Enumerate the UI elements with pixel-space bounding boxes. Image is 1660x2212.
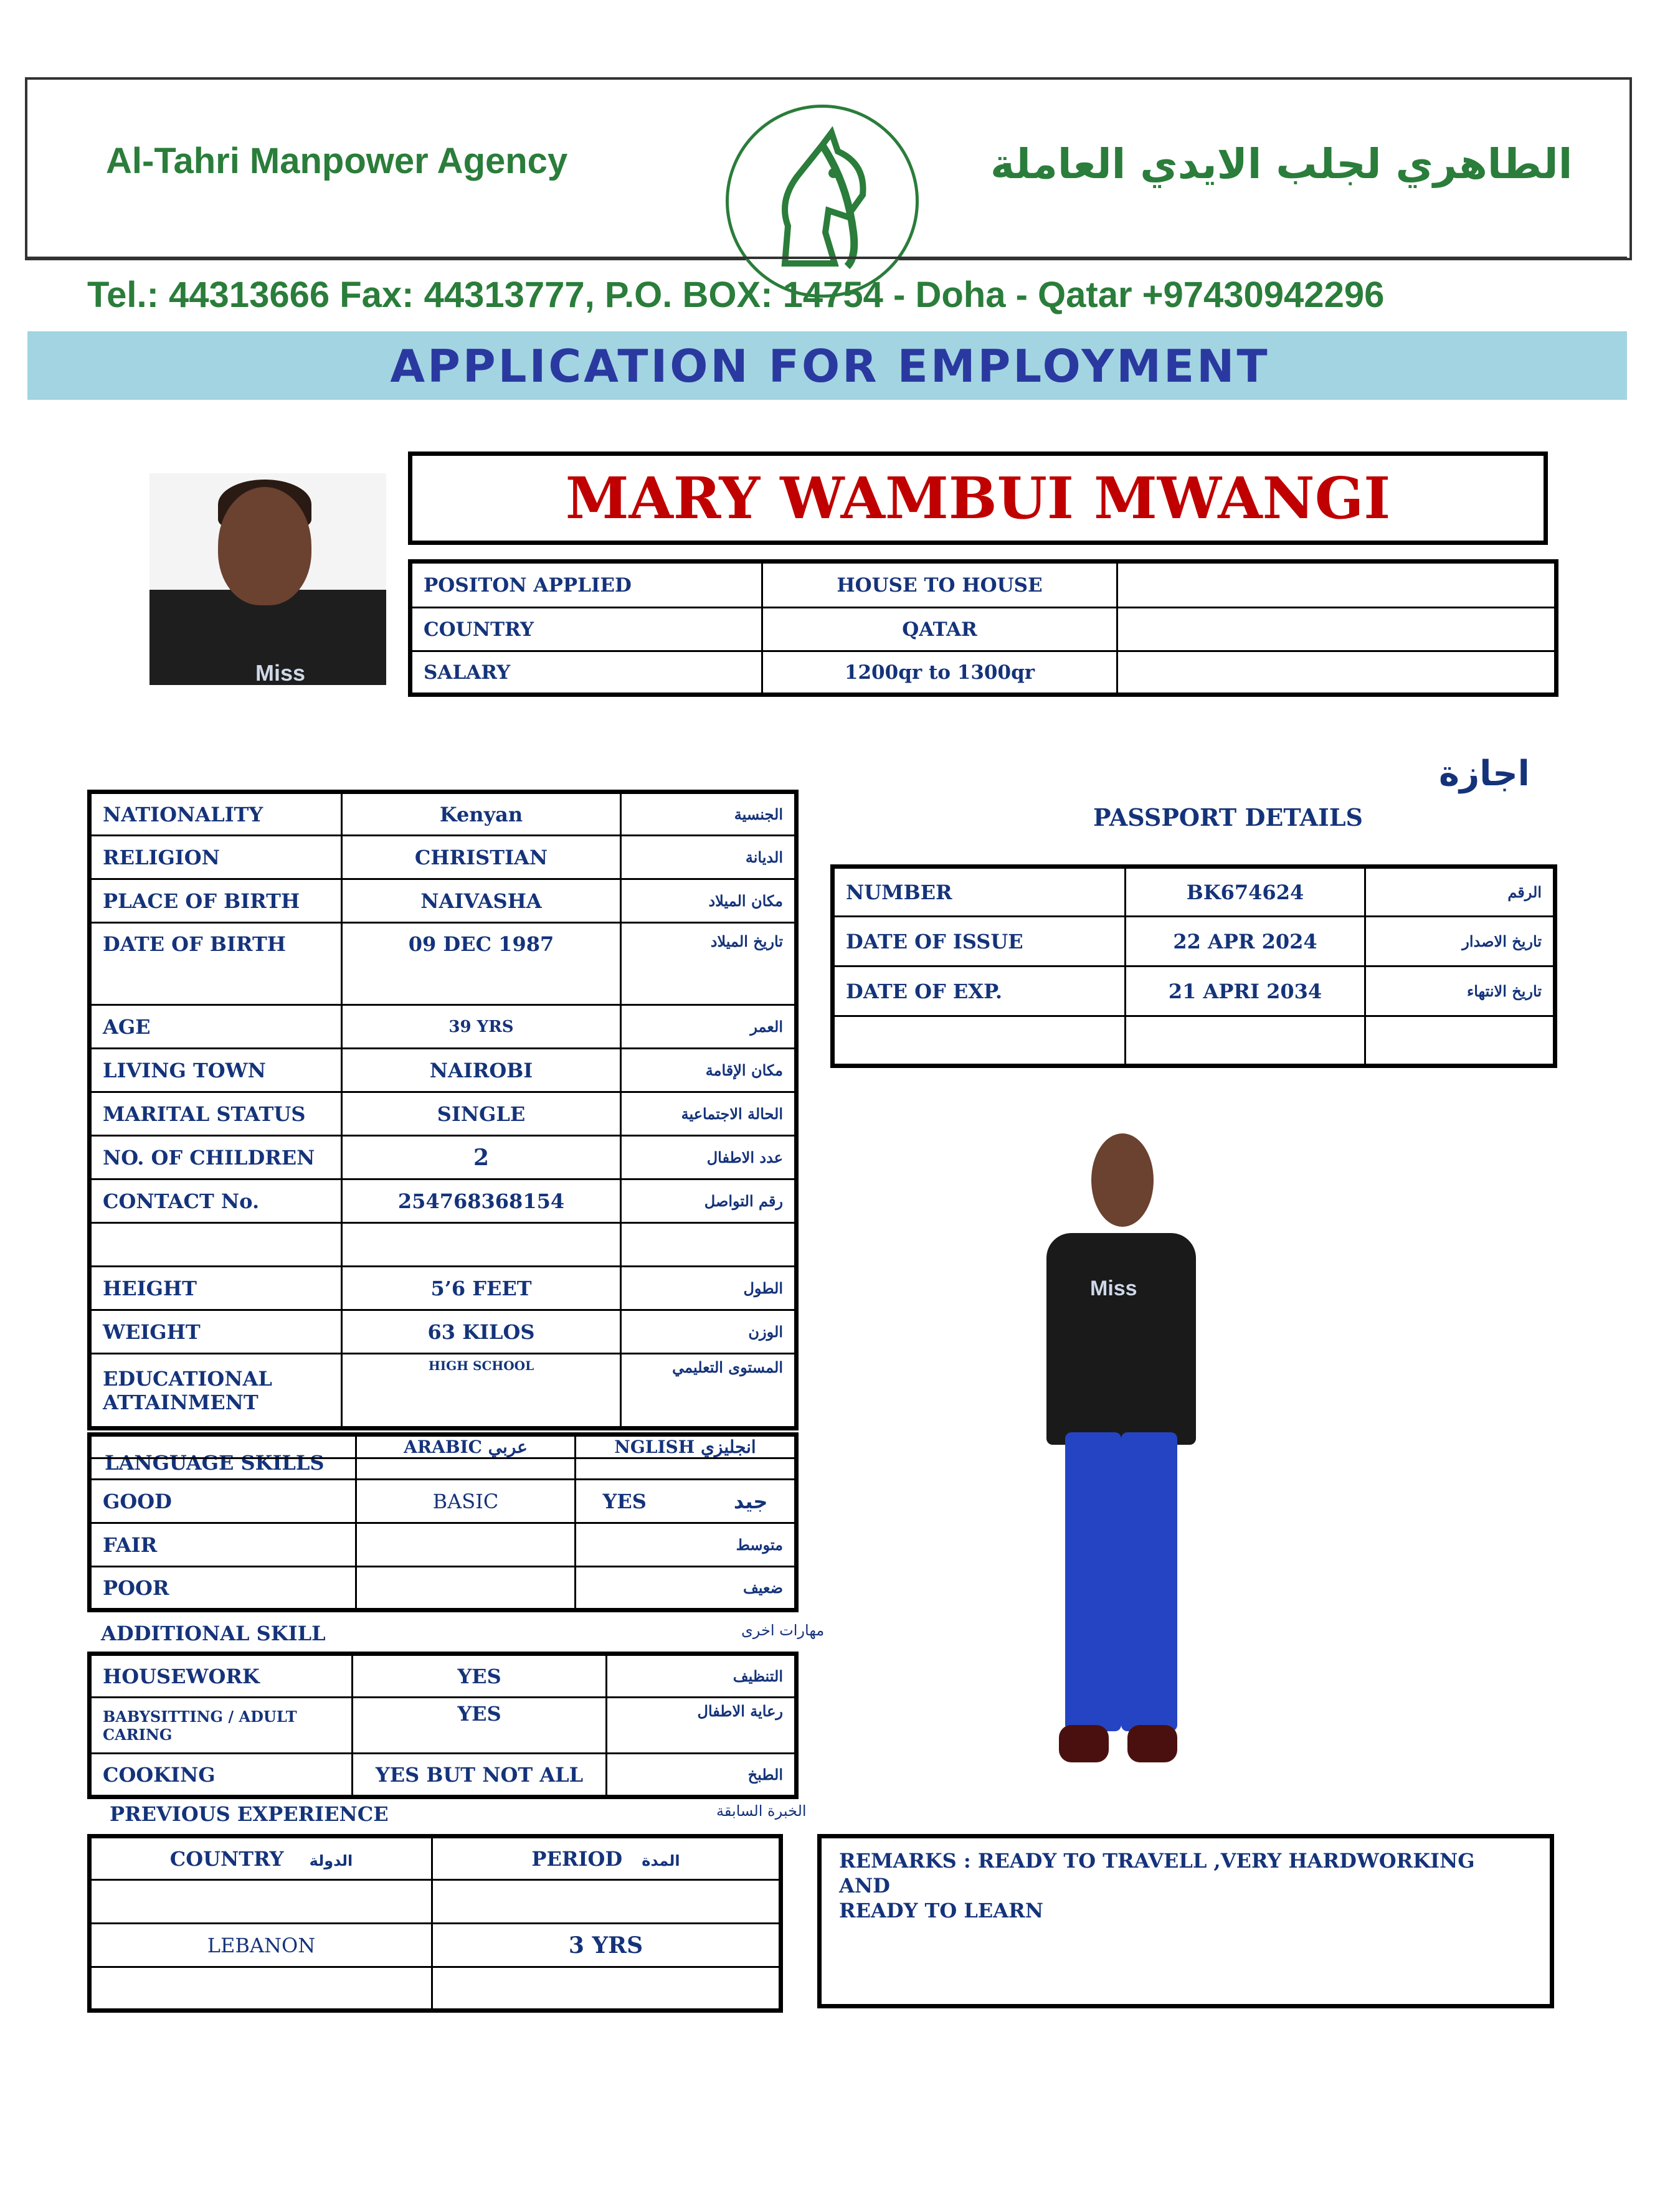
table-row [833,1016,1555,1066]
previous-experience-table [87,1834,783,2013]
applicant-name-box [408,451,1548,545]
table-row [90,1880,781,1924]
table-row: EDUCATIONAL ATTAINMENT HIGH SCHOOL المستوى التعليمي [90,1354,797,1429]
additional-skill-title-arabic: مهارات اخرى [741,1622,825,1639]
passport-details-title: PASSPORT DETAILS [1093,803,1363,831]
table-row: HOUSEWORK YES التنظيف [90,1654,797,1698]
form-title: APPLICATION FOR EMPLOYMENT [390,340,1270,392]
table-row: LEBANON 3 YRS [90,1924,781,1967]
table-row: LIVING TOWN NAIROBI مكان الإقامة [90,1049,797,1092]
table-row: COOKING YES BUT NOT ALL الطبخ [90,1754,797,1797]
salary-value: 1200qr to 1300qr [762,651,1117,695]
position-label: POSITON APPLIED [410,562,762,608]
table-row: NO. OF CHILDREN 2 عدد الاطفال [90,1136,797,1179]
table-row: POOR ضعيف [90,1567,797,1610]
additional-skill-title: ADDITIONAL SKILL [101,1622,326,1645]
table-row: WEIGHT 63 KILOS الوزن [90,1310,797,1354]
remarks-box [817,1834,1554,2008]
additional-skills-table [87,1652,799,1799]
agency-name-arabic: الطاهري لجلب الايدي العاملة [990,140,1573,188]
previous-experience-title-arabic: الخبرة السابقة [716,1802,807,1820]
table-row: AGE 39 YRS العمر [90,1005,797,1049]
table-row [410,562,1557,608]
remarks-text: REMARKS : READY TO TRAVELL ,VERY HARDWORKING AND READY TO LEARN [839,1849,1475,1922]
table-row: RELIGION CHRISTIAN الديانة [90,836,797,879]
language-col-arabic: ARABIC عربي [356,1435,576,1458]
table-row: BABYSITTING / ADULT CARING YES رعاية الاطفال [90,1698,797,1754]
personal-details-table [87,790,799,1430]
table-row: NUMBER BK674624 الرقم [833,867,1555,917]
country-value: QATAR [762,608,1117,651]
applicant-name: MARY WAMBUI MWANGI [565,465,1391,532]
passport-title-arabic: اجازة [1439,754,1530,794]
position-table [408,559,1558,697]
language-skills-table [87,1432,799,1612]
shirt-print-text: Miss [1090,1277,1137,1300]
applicant-portrait-photo [149,473,386,685]
table-row: HEIGHT 5’6 FEET الطول [90,1267,797,1310]
country-label: COUNTRY [410,608,762,651]
table-row [90,1967,781,2011]
position-value: HOUSE TO HOUSE [762,562,1117,608]
table-row: COUNTRY الدولة PERIOD المدة [90,1836,781,1880]
agency-name-english: Al-Tahri Manpower Agency [106,141,568,181]
table-row: GOOD BASIC YES جيد [90,1480,797,1523]
table-row: DATE OF ISSUE 22 APR 2024 تاريخ الاصدار [833,917,1555,967]
language-col-english: NGLISH انجليزي [576,1435,797,1458]
table-row [410,651,1557,695]
language-skills-title: LANGUAGE SKILLS [105,1451,325,1475]
previous-experience-title: PREVIOUS EXPERIENCE [110,1802,389,1826]
table-row [90,1435,797,1458]
table-row: CONTACT No. 254768368154 رقم التواصل [90,1179,797,1223]
applicant-full-body-photo [1022,1133,1221,1769]
table-row [410,608,1557,651]
shirt-print-text: Miss [255,660,306,685]
table-row: DATE OF BIRTH 09 DEC 1987 تاريخ الميلاد [90,923,797,1005]
salary-label: SALARY [410,651,762,695]
table-row: PLACE OF BIRTH NAIVASHA مكان الميلاد [90,879,797,923]
agency-contact-line: Tel.: 44313666 Fax: 44313777, P.O. BOX: 14754 - Doha - Qatar +97430942296 [87,275,1385,315]
table-row: FAIR متوسط [90,1523,797,1567]
passport-details-table [830,864,1557,1068]
table-row [90,1223,797,1267]
table-row [90,1458,797,1480]
table-row: NATIONALITY Kenyan الجنسية [90,792,797,836]
table-row: DATE OF EXP. 21 APRI 2034 تاريخ الانتهاء [833,967,1555,1016]
table-row: MARITAL STATUS SINGLE الحالة الاجتماعية [90,1092,797,1136]
